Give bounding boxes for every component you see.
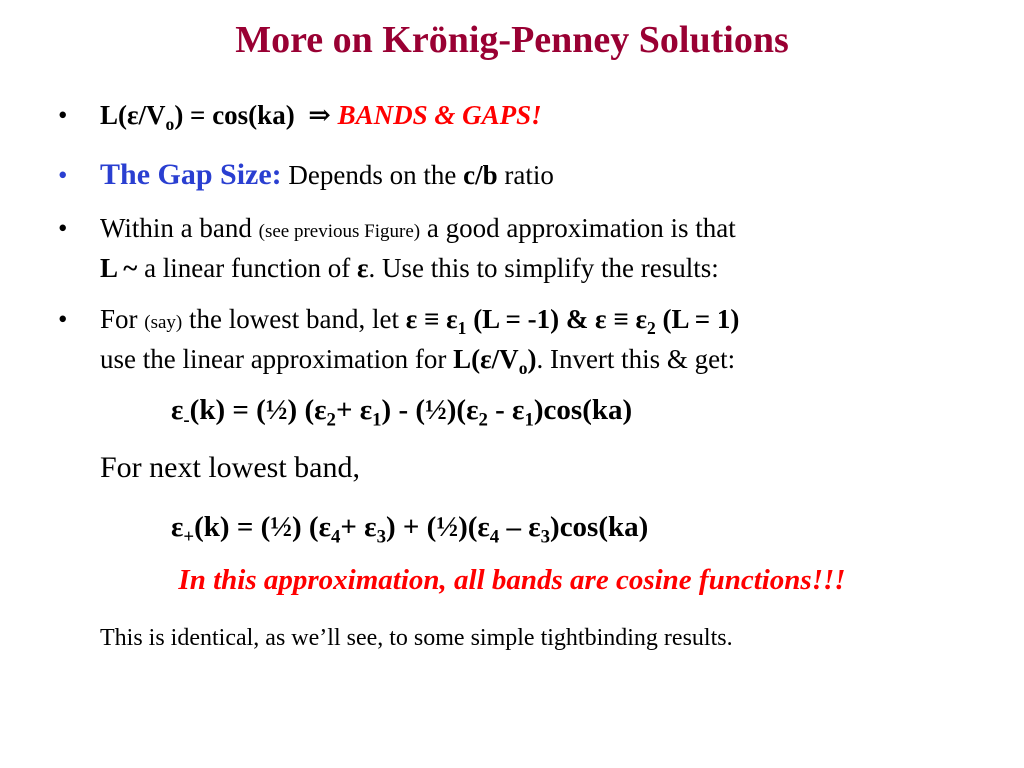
bullet-marker: • xyxy=(58,100,68,130)
b2-text-2: ratio xyxy=(497,160,554,190)
b4-text-3: . Invert this & get: xyxy=(536,344,736,374)
b4-sub-2: 2 xyxy=(647,318,656,339)
b4-text-2: use the linear approximation for xyxy=(100,344,454,374)
eq1-part-e: - ε xyxy=(487,394,525,426)
b4-sub-1: 1 xyxy=(457,318,467,339)
eq1-part-b: (k) = (½) (ε xyxy=(189,394,327,426)
equation-next-band xyxy=(171,511,648,549)
b3-L: L ~ xyxy=(100,253,138,283)
b4-L: L(ε/V xyxy=(453,344,519,374)
eq1-part-c: + ε xyxy=(335,394,373,426)
b3-text-1: Within a band xyxy=(100,213,259,243)
b4-l1: (L = -1) & ε ≡ ε xyxy=(466,304,648,334)
b2-cb: c/b xyxy=(463,160,498,190)
eq2-sub-4: 4 xyxy=(330,526,341,548)
bullet-marker: • xyxy=(58,304,68,334)
b4-text-1: the lowest band, let xyxy=(182,304,406,334)
slide-title: More on Krönig-Penney Solutions xyxy=(235,19,789,61)
eq2-part-e: – ε xyxy=(499,511,541,543)
b4-l2: (L = 1) xyxy=(655,304,740,334)
gap-size-heading: The Gap Size: xyxy=(100,158,282,191)
b4-sub-o: o xyxy=(518,358,528,379)
equation-lowest-band xyxy=(171,394,632,432)
b1-lhs: L(ε/V xyxy=(100,100,166,130)
b1-sub-o: o xyxy=(165,114,175,135)
eq1-part-d: ) - (½)(ε xyxy=(381,394,479,426)
eq2-sub-4b: 4 xyxy=(489,526,500,548)
eq2-eps: ε xyxy=(171,511,184,543)
b1-rhs: ) = cos(ka) xyxy=(174,100,295,130)
b3-text-2: a good approximation is that xyxy=(420,213,736,243)
b4-close: ) xyxy=(527,344,537,374)
eq1-sub-1b: 1 xyxy=(524,409,534,431)
eq1-sub-2b: 2 xyxy=(478,409,488,431)
eq1-part-f: )cos(ka) xyxy=(533,394,633,426)
b4-for: For xyxy=(100,304,145,334)
eq2-sub-3b: 3 xyxy=(540,526,551,548)
footer-note: This is identical, as we’ll see, to some simple tightbinding results. xyxy=(100,625,733,651)
eq1-eps: ε xyxy=(171,394,184,426)
b4-e1: ε ≡ ε xyxy=(405,304,458,334)
eq2-sub-3: 3 xyxy=(376,526,386,548)
eq2-part-c: + ε xyxy=(340,511,377,543)
next-band-text: For next lowest band, xyxy=(100,451,360,484)
b2-text-1: Depends on the xyxy=(288,160,464,190)
eq1-sub-minus: - xyxy=(183,409,190,431)
b3-text-3: a linear function of xyxy=(137,253,357,283)
b3-eps: ε xyxy=(356,253,369,283)
eq1-sub-1: 1 xyxy=(372,409,382,431)
b3-small: (see previous Figure) xyxy=(258,221,421,242)
eq1-sub-2: 2 xyxy=(326,409,336,431)
bands-gaps-text: BANDS & GAPS! xyxy=(337,100,542,130)
eq2-part-f: )cos(ka) xyxy=(550,511,649,543)
eq2-part-b: (k) = (½) (ε xyxy=(194,511,331,543)
bullet-marker: • xyxy=(58,213,68,243)
cosine-statement: In this approximation, all bands are cosine functions!!! xyxy=(178,564,846,596)
eq2-part-d: ) + (½)(ε xyxy=(386,511,490,543)
implies-symbol: ⇒ xyxy=(308,100,331,130)
bullet-marker: • xyxy=(58,160,68,190)
b3-text-4: . Use this to simplify the results: xyxy=(368,253,719,283)
b4-say: (say) xyxy=(144,312,183,333)
eq2-sub-plus: + xyxy=(183,526,195,548)
